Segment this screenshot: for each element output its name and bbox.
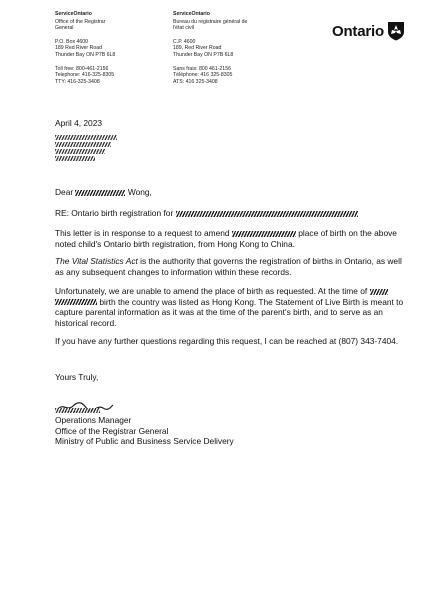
header-fr-org: ServiceOntario (173, 11, 210, 17)
re-prefix: RE: Ontario birth registration for (55, 208, 174, 218)
letter-date: April 4, 2023 (55, 118, 103, 128)
header-fr-address-3: Thunder Bay ON P7B 6L8 (173, 51, 234, 58)
redacted-child-name (176, 211, 358, 217)
paragraph-request-part-2: place of birth on the above noted child's Ontario birth registration, from Hong Kong to China. (55, 228, 397, 249)
header-en-phone-3: TTY: 416-325-3408 (55, 78, 100, 85)
header-fr-phone-3: ATS: 416 325-3408 (173, 78, 218, 85)
ontario-logo (332, 21, 405, 41)
redacted-recipient-line-3 (55, 149, 105, 154)
header-french-block (173, 11, 247, 85)
header-en-address-1: P.O. Box 4600 (55, 38, 89, 45)
paragraph-decision (55, 286, 407, 328)
header-english-block (55, 11, 115, 85)
act-title: The Vital Statistics Act (55, 256, 138, 266)
paragraph-contact: If you have any further questions regarding this request, I can be reached at (807) 343-7404. (55, 336, 399, 346)
header-fr-address-1: C.P. 4600 (173, 38, 196, 45)
paragraph-request (55, 228, 407, 249)
header-fr-address-2: 189, Red River Road (173, 45, 222, 52)
redacted-parent-reference (370, 289, 388, 295)
redacted-recipient-line-2 (55, 142, 111, 147)
salutation-prefix: Dear (55, 187, 74, 197)
header-en-office-1: Office of the Registrar (55, 18, 106, 25)
signatory-office: Office of the Registrar General (55, 425, 169, 436)
signature-block (55, 415, 234, 447)
header-en-phone-2: Telephone: 416-325-8305 (55, 72, 115, 79)
header-en-address-3: Thunder Bay ON P7B 6L8 (55, 51, 116, 58)
signatory-ministry: Ministry of Public and Business Service Delivery (55, 436, 234, 447)
re-line (55, 208, 407, 219)
ontario-logo-text: Ontario (332, 22, 384, 40)
ontario-trillium-icon (387, 21, 405, 41)
header-en-phone-1: Toll free: 800-461-2156 (55, 65, 109, 72)
header-en-org: ServiceOntario (55, 11, 92, 17)
header-fr-phone-2: Téléphone: 416 325-8305 (173, 72, 233, 79)
paragraph-decision-part-2: birth the country was listed as Hong Kong. The Statement of Live Birth is meant to capture parental information as it was at the time of the parent's birth, and to serve as an historical record. (55, 296, 404, 328)
paragraph-authority-text: is the authority that governs the registration of births in Ontario, as well as any subsequent changes to information within these records. (55, 256, 402, 277)
header-fr-office-2: l'état civil (173, 25, 194, 32)
redacted-recipient-line-4 (55, 156, 95, 161)
header-fr-phone-1: Sans frais: 800 461-2156 (173, 65, 231, 72)
salutation-suffix: Wong, (127, 187, 152, 197)
header-en-office-2: General (55, 25, 74, 32)
redacted-parent-name (232, 231, 296, 237)
paragraph-decision-part-1: Unfortunately, we are unable to amend the place of birth as requested. At the time of (55, 286, 368, 296)
redacted-recipient-line-1 (55, 135, 117, 140)
salutation (55, 187, 407, 198)
header-en-address-2: 189 Red River Road (55, 45, 103, 52)
paragraph-authority (55, 256, 407, 277)
redacted-salutation-name (75, 190, 125, 196)
paragraph-request-part-1: This letter is in response to a request to amend (55, 228, 230, 238)
signatory-title: Operations Manager (55, 415, 132, 425)
redacted-parent-reference-2 (55, 299, 97, 305)
header-fr-office-1: Bureau du registraire général de (173, 18, 248, 25)
closing: Yours Truly, (55, 372, 99, 382)
redacted-signatory-name (55, 408, 100, 413)
